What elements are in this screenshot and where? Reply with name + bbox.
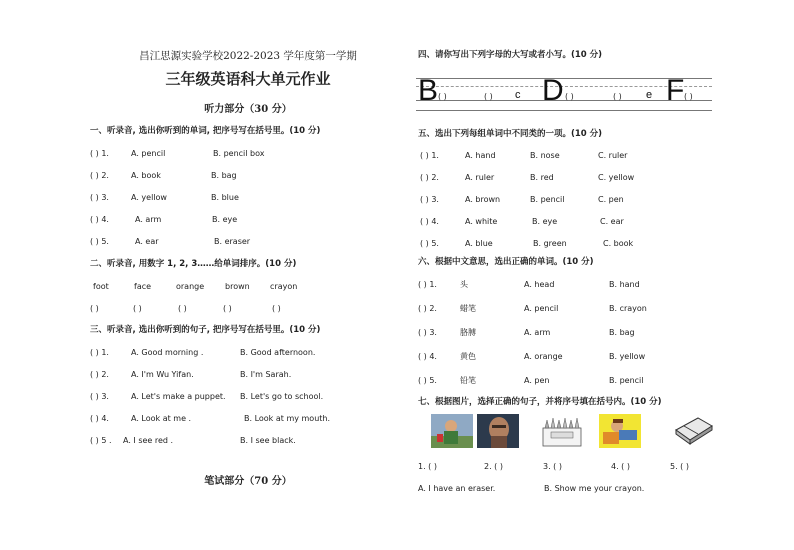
- option-c: C. ear: [600, 217, 624, 226]
- letter-blank[interactable]: ( ): [438, 92, 447, 101]
- school-title: 昌江思源实验学校2022-2023 学年度第一学期: [139, 50, 357, 62]
- answer-blank[interactable]: 2. ( ): [484, 462, 503, 471]
- option-a: A. orange: [524, 352, 563, 361]
- q-number[interactable]: ( ) 5 .: [90, 436, 112, 445]
- chinese-word: 头: [460, 280, 468, 289]
- eraser-picture: [672, 412, 714, 446]
- option-a: A. book: [131, 171, 161, 180]
- option-b: B. pencil: [530, 195, 565, 204]
- q-number[interactable]: ( ) 4.: [90, 215, 109, 224]
- q-number[interactable]: ( ) 1.: [90, 149, 109, 158]
- option-b: B. pencil: [609, 376, 644, 385]
- answer-blank[interactable]: 3. ( ): [543, 462, 562, 471]
- listening-heading: 听力部分（30 分）: [204, 104, 292, 115]
- option-b: B. eraser: [214, 237, 251, 246]
- option-a: A. I'm Wu Yifan.: [131, 370, 194, 379]
- section6-heading: 六、根据中文意思，选出正确的单词。(10 分): [418, 257, 594, 267]
- section2-heading: 二、听录音, 用数字 1, 2, 3……给单词排序。(10 分): [90, 259, 297, 269]
- q-number[interactable]: ( ) 2.: [90, 171, 109, 180]
- word-item: crayon: [270, 282, 298, 291]
- q-number[interactable]: ( ) 4.: [418, 352, 437, 361]
- option-a: A. yellow: [131, 193, 167, 202]
- section1-heading: 一、听录音, 选出你听到的单词, 把序号写在括号里。(10 分): [90, 126, 321, 136]
- section4-heading: 四、请你写出下列字母的大写或者小写。(10 分): [418, 50, 603, 60]
- option-a: A. brown: [465, 195, 501, 204]
- letter-F: F: [666, 74, 685, 107]
- option-b: B. eye: [212, 215, 238, 224]
- q-number[interactable]: ( ) 3.: [90, 392, 109, 401]
- page-title: 三年级英语科大单元作业: [165, 70, 331, 88]
- option-a: A. blue: [465, 239, 493, 248]
- letter-B: B: [418, 74, 439, 107]
- option-c: C. yellow: [598, 173, 635, 182]
- option-b: B. Good afternoon.: [240, 348, 316, 357]
- option-b: B. bag: [211, 171, 237, 180]
- letter-blank[interactable]: ( ): [565, 92, 574, 101]
- option-a: A. arm: [524, 328, 551, 337]
- option-c: C. pen: [598, 195, 624, 204]
- child-picture: [431, 414, 473, 448]
- section5-heading: 五、选出下列每组单词中不同类的一项。(10 分): [418, 129, 603, 139]
- option-a: A. white: [465, 217, 498, 226]
- section7-heading: 七、根据图片，选择正确的句子，并将序号填在括号内。(10 分): [418, 397, 662, 407]
- option-b: B. red: [530, 173, 554, 182]
- word-item: brown: [225, 282, 250, 291]
- option-a: A. Let's make a puppet.: [131, 392, 226, 401]
- answer-blank[interactable]: 5. ( ): [670, 462, 689, 471]
- q-number[interactable]: ( ) 2.: [418, 304, 437, 313]
- writing-heading: 笔试部分（70 分）: [204, 476, 292, 487]
- letter-blank[interactable]: ( ): [484, 92, 493, 101]
- option-a: A. pen: [524, 376, 550, 385]
- chinese-word: 铅笔: [460, 376, 476, 385]
- letter-blank[interactable]: ( ): [684, 92, 693, 101]
- answer-blank[interactable]: ( ): [133, 304, 142, 313]
- word-item: orange: [176, 282, 205, 291]
- q-number[interactable]: ( ) 5.: [420, 239, 439, 248]
- option-a: A. hand: [465, 151, 496, 160]
- letter-e: e: [646, 89, 653, 101]
- option-b: B. green: [533, 239, 567, 248]
- crayons-picture: [541, 414, 583, 448]
- option-a: A. ruler: [465, 173, 495, 182]
- option-b: B. I see black.: [240, 436, 296, 445]
- word-item: foot: [93, 282, 109, 291]
- option-b: B. pencil box: [213, 149, 265, 158]
- option-b: B. bag: [609, 328, 635, 337]
- word-item: face: [134, 282, 152, 291]
- letter-c: c: [515, 89, 521, 101]
- option-c: C. book: [603, 239, 634, 248]
- option-c: C. ruler: [598, 151, 628, 160]
- q-number[interactable]: ( ) 5.: [90, 237, 109, 246]
- option-a: A. I see red .: [123, 436, 174, 445]
- q-number[interactable]: ( ) 1.: [420, 151, 439, 160]
- q-number[interactable]: ( ) 5.: [418, 376, 437, 385]
- answer-blank[interactable]: ( ): [178, 304, 187, 313]
- q-number[interactable]: ( ) 3.: [420, 195, 439, 204]
- option-a: A. arm: [135, 215, 162, 224]
- q-number[interactable]: ( ) 4.: [90, 414, 109, 423]
- answer-blank[interactable]: ( ): [223, 304, 232, 313]
- q-number[interactable]: ( ) 1.: [90, 348, 109, 357]
- option-b: B. Let's go to school.: [240, 392, 324, 401]
- puppet-picture: [599, 414, 641, 448]
- rule-line: [416, 110, 712, 111]
- q-number[interactable]: ( ) 2.: [420, 173, 439, 182]
- option-b: B. nose: [530, 151, 560, 160]
- option-b: B. Look at my mouth.: [244, 414, 331, 423]
- option-b: B. crayon: [609, 304, 647, 313]
- chinese-word: 胳膊: [460, 328, 476, 337]
- option-a: A. head: [524, 280, 555, 289]
- option-a: A. pencil: [524, 304, 559, 313]
- letter-D: D: [542, 74, 564, 107]
- answer-blank[interactable]: ( ): [90, 304, 99, 313]
- option-b: B. Show me your crayon.: [544, 484, 645, 493]
- option-a: A. ear: [135, 237, 159, 246]
- q-number[interactable]: ( ) 4.: [420, 217, 439, 226]
- answer-blank[interactable]: 1. ( ): [418, 462, 437, 471]
- q-number[interactable]: ( ) 3.: [418, 328, 437, 337]
- q-number[interactable]: ( ) 2.: [90, 370, 109, 379]
- option-a: A. Look at me .: [131, 414, 192, 423]
- option-a: A. Good morning .: [131, 348, 204, 357]
- chinese-word: 黄色: [460, 352, 476, 361]
- letter-blank[interactable]: ( ): [613, 92, 622, 101]
- option-a: A. pencil: [131, 149, 166, 158]
- chinese-word: 蜡笔: [460, 304, 476, 313]
- option-b: B. hand: [609, 280, 640, 289]
- man-picture: [477, 414, 519, 448]
- q-number[interactable]: ( ) 1.: [418, 280, 437, 289]
- option-b: B. yellow: [609, 352, 646, 361]
- option-a: A. I have an eraser.: [418, 484, 496, 493]
- answer-blank[interactable]: ( ): [272, 304, 281, 313]
- q-number[interactable]: ( ) 3.: [90, 193, 109, 202]
- section3-heading: 三、听录音, 选出你听到的句子, 把序号写在括号里。(10 分): [90, 325, 321, 335]
- answer-blank[interactable]: 4. ( ): [611, 462, 630, 471]
- option-b: B. blue: [211, 193, 239, 202]
- option-b: B. I'm Sarah.: [240, 370, 292, 379]
- option-b: B. eye: [532, 217, 558, 226]
